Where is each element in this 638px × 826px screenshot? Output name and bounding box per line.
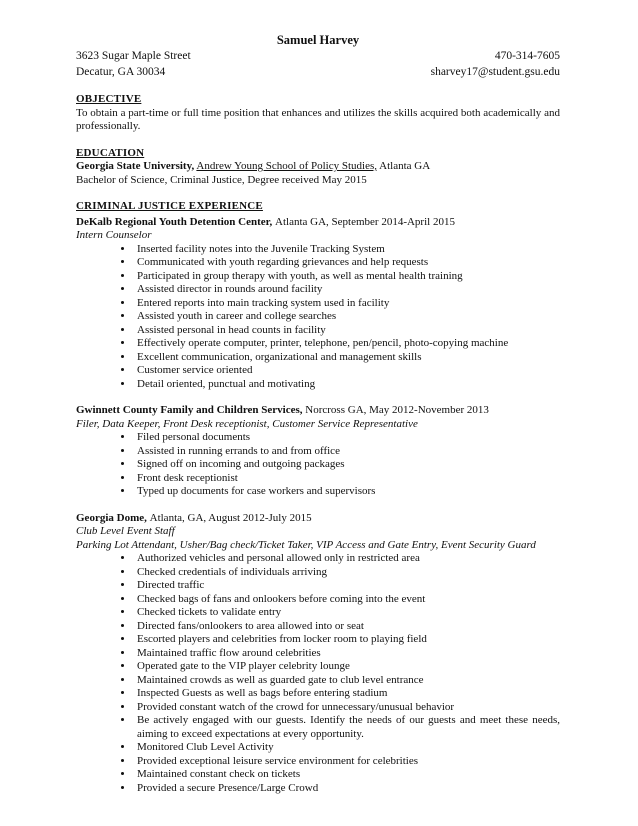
address-block xyxy=(76,48,191,80)
job-duty-item: • Monitored Club Level Activity xyxy=(134,741,560,755)
job-roles xyxy=(76,418,560,432)
experience-heading: CRIMINAL JUSTICE EXPERIENCE xyxy=(76,200,263,212)
job-duty-item: • Checked credentials of individuals arriving xyxy=(134,566,560,580)
job-duty-item: • Assisted personal in head counts in facility xyxy=(134,324,560,338)
job-roles xyxy=(76,525,560,552)
job-duty-item: • Communicated with youth regarding grievances and help requests xyxy=(134,256,560,270)
address-line-1: 3623 Sugar Maple Street xyxy=(76,50,191,62)
job-duty-item: • Assisted in running errands to and from office xyxy=(134,445,560,459)
job-duty-item: • Assisted youth in career and college searches xyxy=(134,310,560,324)
job-duty-item: • Escorted players and celebrities from locker room to playing field xyxy=(134,633,560,647)
job-location-dates: Atlanta GA, September 2014-April 2015 xyxy=(275,215,455,228)
job-duty-item: • Effectively operate computer, printer, telephone, pen/pencil, photo-copying machine xyxy=(134,337,560,351)
job-duty-item: • Maintained traffic flow around celebrities xyxy=(134,647,560,661)
education-heading: EDUCATION xyxy=(76,146,145,159)
education-section xyxy=(76,147,560,188)
job-duty-item: • Inspected Guests as well as bags before entering stadium xyxy=(134,687,560,701)
objective-section xyxy=(76,93,560,134)
job-duty-item: • Front desk receptionist xyxy=(134,472,560,486)
job-duty-item: • Signed off on incoming and outgoing packages xyxy=(134,458,560,472)
job-duty-item: • Provided a secure Presence/Large Crowd xyxy=(134,782,560,796)
job-duty-item: • Detail oriented, punctual and motivating xyxy=(134,378,560,392)
job-employer: Georgia Dome, xyxy=(76,511,150,524)
job-entry xyxy=(76,404,560,499)
job-role-title: Club Level Event Staff xyxy=(76,525,175,537)
job-duty-item: • Checked bags of fans and onlookers before coming into the event xyxy=(134,593,560,607)
job-role-title: Filer, Data Keeper, Front Desk receptionist, Customer Service Representative xyxy=(76,417,418,430)
job-duty-item: • Excellent communication, organizational and management skills xyxy=(134,351,560,365)
job-duty-item: • Operated gate to the VIP player celebrity lounge xyxy=(134,660,560,674)
job-duty-item: • Directed fans/onlookers to area allowed into or seat xyxy=(134,620,560,634)
job-duty-item: • Filed personal documents xyxy=(134,431,560,445)
education-school-line xyxy=(76,160,560,174)
experience-section xyxy=(76,200,560,795)
job-duty-item: • Maintained crowds as well as guarded gate to club level entrance xyxy=(134,674,560,688)
job-entry xyxy=(76,216,560,392)
job-duty-item: • Entered reports into main tracking system used in facility xyxy=(134,297,560,311)
job-duty-item: • Authorized vehicles and personal allowed only in restricted area xyxy=(134,552,560,566)
job-duty-item: • Provided constant watch of the crowd for unnecessary/unusual behavior xyxy=(134,701,560,715)
job-duties-list xyxy=(76,431,560,499)
objective-text: To obtain a part-time or full time position that enhances and utilizes the skills acquired both academically and professionally. xyxy=(76,106,560,132)
job-employer: Gwinnett County Family and Children Services, xyxy=(76,404,306,416)
education-degree-line: Bachelor of Science, Criminal Justice, Degree received May 2015 xyxy=(76,173,367,186)
job-header xyxy=(76,404,560,418)
address-line-2: Decatur, GA 30034 xyxy=(76,66,166,78)
job-duty-item: • Inserted facility notes into the Juvenile Tracking System xyxy=(134,243,560,257)
job-role-title: Parking Lot Attendant, Usher/Bag check/Ticket Taker, VIP Access and Gate Entry, Event Security Guard xyxy=(76,538,536,551)
job-duties-list xyxy=(76,243,560,392)
job-header xyxy=(76,512,560,526)
contact-info-block xyxy=(431,48,560,80)
job-duty-item: • Maintained constant check on tickets xyxy=(134,768,560,782)
experience-jobs xyxy=(76,216,560,796)
job-role-title: Intern Counselor xyxy=(76,229,152,241)
objective-heading: OBJECTIVE xyxy=(76,93,142,105)
phone-number: 470-314-7605 xyxy=(494,50,560,62)
job-entry xyxy=(76,512,560,796)
job-duty-item: • Typed up documents for case workers and supervisors xyxy=(134,485,560,499)
job-employer: DeKalb Regional Youth Detention Center, xyxy=(76,215,276,228)
school-name: Georgia State University, xyxy=(76,160,195,172)
contact-block xyxy=(76,48,560,80)
job-duties-list xyxy=(76,552,560,795)
job-duty-item: • Participated in group therapy with youth, as well as mental health training xyxy=(134,270,560,284)
job-duty-item: • Assisted director in rounds around facility xyxy=(134,283,560,297)
job-duty-item: • Checked tickets to validate entry xyxy=(134,606,560,620)
job-roles xyxy=(76,229,560,243)
job-duty-item: • Be actively engaged with our guests. Identify the needs of our guests and meet these needs, aiming to exceed expectations at every opportunity. xyxy=(134,714,560,741)
person-name: Samuel Harvey xyxy=(276,33,360,47)
job-location-dates: Norcross GA, May 2012-November 2013 xyxy=(305,404,489,416)
job-header xyxy=(76,216,560,230)
job-location-dates: Atlanta, GA, August 2012-July 2015 xyxy=(149,511,312,524)
job-duty-item: • Customer service oriented xyxy=(134,364,560,378)
school-location: Atlanta GA xyxy=(379,160,431,172)
email-address: sharvey17@student.gsu.edu xyxy=(430,66,560,78)
job-duty-item: • Provided exceptional leisure service environment for celebrities xyxy=(134,755,560,769)
job-duty-item: • Directed traffic xyxy=(134,579,560,593)
school-department: Andrew Young School of Policy Studies, xyxy=(196,160,377,172)
